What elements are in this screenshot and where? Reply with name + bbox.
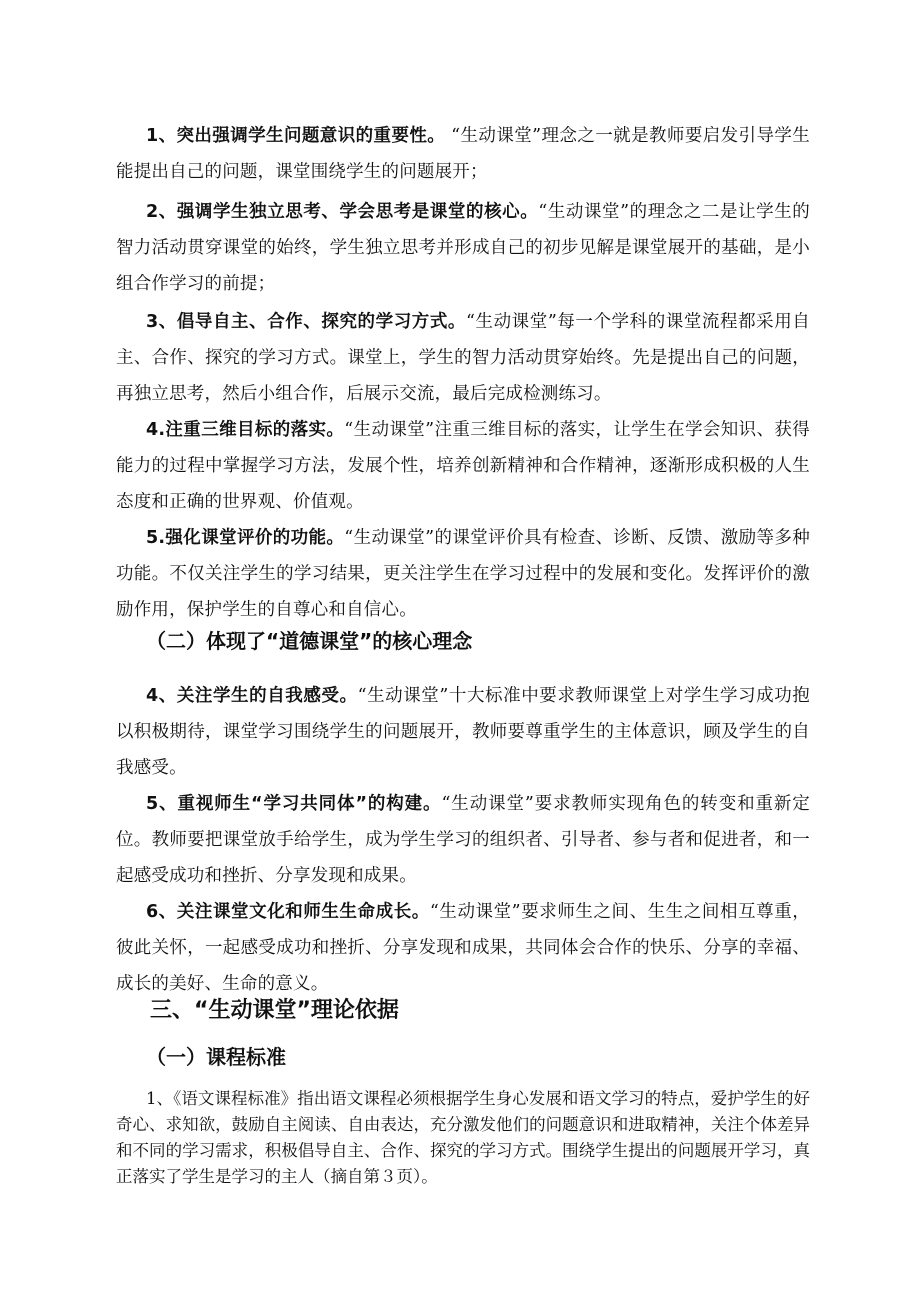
paragraph-body: 1、《语文课程标准》指出语文课程必须根据学生身心发展和语文学习的特点，爱护学生的好奇心、求知欲，鼓励自主阅读、自由表达，充分激发他们的问题意识和进取精神，关注个体差异和不同的学习需求，积极倡导自主、合作、探究的学习方式。围绕学生提出的问题展开学习，真正落实了学生是学习的主人（摘自第３页）。 [116, 1089, 810, 1186]
paragraph-lead: 3、倡导自主、合作、探究的学习方式。 [146, 312, 466, 332]
paragraph-8 [116, 894, 810, 1002]
subsection-heading: （一）课程标准 [146, 1045, 286, 1069]
section-heading: （二）体现了“道德课堂”的核心理念 [146, 629, 473, 653]
paragraph-body: “生动课堂”理念之一就是教师要启发引导学生能提出自己的问题，课堂围绕学生的问题展开； [116, 126, 810, 182]
paragraph-lead: 5、重视师生“学习共同体”的构建。 [146, 794, 442, 814]
paragraph-body: “生动课堂”的理念之二是让学生的智力活动贯穿课堂的始终，学生独立思考并形成自己的初步见解是课堂展开的基础，是小组合作学习的前提； [116, 202, 810, 294]
paragraph-body: “生动课堂”十大标准中要求教师课堂上对学生学习成功抱以积极期待，课堂学习围绕学生的问题展开，教师要尊重学生的主体意识，顾及学生的自我感受。 [116, 686, 810, 778]
paragraph-body: “生动课堂”注重三维目标的落实，让学生在学会知识、获得能力的过程中掌握学习方法，发展个性，培养创新精神和合作精神，逐渐形成积极的人生态度和正确的世界观、价值观。 [116, 420, 810, 512]
paragraph-2 [116, 194, 810, 302]
paragraph-4 [116, 412, 810, 520]
paragraph-lead: 5.强化课堂评价的功能。 [146, 528, 345, 548]
paragraph-lead: 4.注重三维目标的落实。 [146, 420, 345, 440]
paragraph-lead: 2、强调学生独立思考、学会思考是课堂的核心。 [146, 202, 539, 222]
paragraph-body: “生动课堂”的课堂评价具有检查、诊断、反馈、激励等多种功能。不仅关注学生的学习结果，更关注学生在学习过程中的发展和变化。发挥评价的激励作用，保护学生的自尊心和自信心。 [116, 528, 810, 620]
paragraph-body: “生动课堂”要求教师实现角色的转变和重新定位。教师要把课堂放手给学生，成为学生学习的组织者、引导者、参与者和促进者，和一起感受成功和挫折、分享发现和成果。 [116, 794, 810, 886]
paragraph-1 [116, 118, 810, 190]
paragraph-body: “生动课堂”要求师生之间、生生之间相互尊重，彼此关怀，一起感受成功和挫折、分享发现和成果，共同体会合作的快乐、分享的幸福、成长的美好、生命的意义。 [116, 902, 810, 994]
paragraph-6 [116, 678, 810, 786]
paragraph-lead: 1、突出强调学生问题意识的重要性。 [146, 126, 446, 146]
paragraph-body: “生动课堂”每一个学科的课堂流程都采用自主、合作、探究的学习方式。课堂上，学生的智力活动贯穿始终。先是提出自己的问题，再独立思考，然后小组合作，后展示交流，最后完成检测练习。 [116, 312, 810, 404]
paragraph-5 [116, 520, 810, 628]
chapter-heading: 三、“生动课堂”理论依据 [150, 998, 399, 1023]
paragraph-lead: 4、关注学生的自我感受。 [146, 686, 358, 706]
paragraph-9 [116, 1086, 810, 1190]
paragraph-7 [116, 786, 810, 894]
paragraph-lead: 6、关注课堂文化和师生生命成长。 [146, 902, 430, 922]
paragraph-3 [116, 304, 810, 412]
